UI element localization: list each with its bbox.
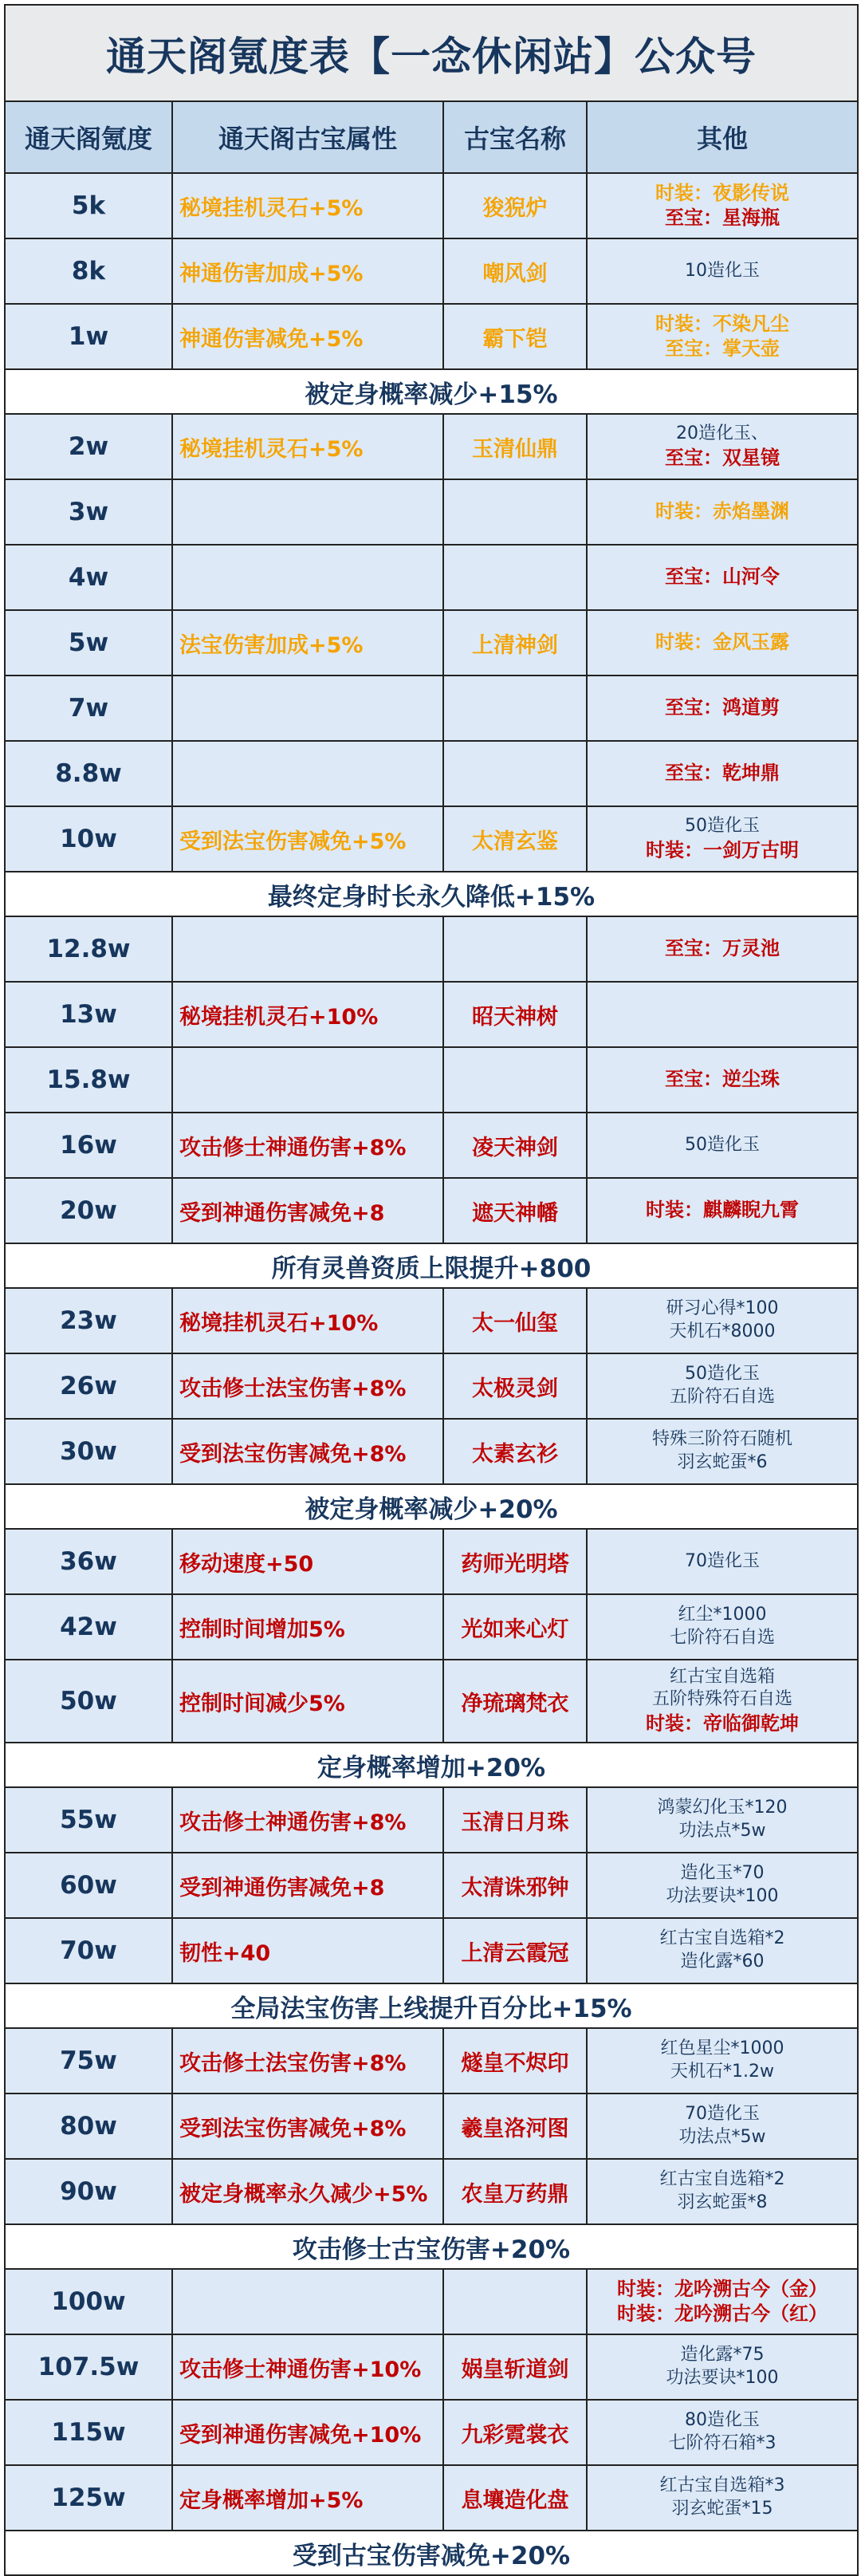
other-line: 80造化玉	[685, 2410, 760, 2431]
attribute-cell	[172, 2269, 443, 2334]
other-line: 70造化玉	[685, 2104, 760, 2125]
table-row	[5, 414, 858, 479]
attribute-cell: 受到法宝伤害减免+8%	[172, 2093, 443, 2159]
treasure-name-cell: 嘲风剑	[443, 238, 587, 304]
table-row	[5, 1594, 858, 1660]
header-other: 其他	[587, 101, 858, 173]
other-line: 功法要诀*100	[666, 2368, 779, 2388]
other-line: 七阶符石自选	[669, 1628, 775, 1648]
other-line: 研习心得*100	[666, 1298, 779, 1319]
other-cell	[587, 1853, 858, 1918]
treasure-name-cell	[443, 2269, 587, 2334]
treasure-name-cell: 玉清仙鼎	[443, 414, 587, 479]
other-cell	[587, 806, 858, 872]
other-line: 时装：一剑万古明	[646, 838, 799, 861]
other-line: 造化露*75	[680, 2345, 765, 2365]
other-line: 至宝：双星镜	[665, 446, 780, 469]
table-row	[5, 1787, 858, 1853]
section-bonus: 所有灵兽资质上限提升+800	[5, 1243, 858, 1288]
other-line: 至宝：星海瓶	[665, 207, 780, 229]
other-line: 天机石*8000	[669, 1321, 776, 1341]
other-line: 时装：夜影传说	[655, 181, 789, 204]
other-line: 红色星尘*1000	[660, 2038, 784, 2059]
other-line: 鸿蒙幻化玉*120	[657, 1798, 788, 1818]
table-row	[5, 1288, 858, 1353]
level-cell: 107.5w	[5, 2334, 172, 2400]
other-line: 10造化玉	[685, 260, 760, 281]
level-cell: 36w	[5, 1529, 172, 1594]
treasure-name-cell	[443, 479, 587, 545]
section-row	[5, 369, 858, 414]
other-line: 时装：龙吟溯古今（金）	[617, 2277, 828, 2300]
level-cell: 20w	[5, 1178, 172, 1243]
section-bonus: 最终定身时长永久降低+15%	[5, 872, 858, 916]
header-attribute: 通天阁古宝属性	[172, 101, 443, 173]
table-row	[5, 1178, 858, 1243]
attribute-cell: 移动速度+50	[172, 1529, 443, 1594]
attribute-cell	[172, 916, 443, 982]
other-line: 天机石*1.2w	[670, 2062, 774, 2082]
treasure-name-cell	[443, 1047, 587, 1113]
treasure-name-cell: 农皇万药鼎	[443, 2159, 587, 2224]
other-line: 50造化玉	[685, 816, 760, 837]
other-line: 羽玄蛇蛋*15	[671, 2499, 773, 2519]
table-row	[5, 1918, 858, 1983]
kedu-table	[4, 4, 859, 2576]
treasure-name-cell: 太清诛邪钟	[443, 1853, 587, 1918]
other-cell	[587, 916, 858, 982]
other-cell	[587, 2334, 858, 2400]
level-cell: 10w	[5, 806, 172, 872]
attribute-cell: 神通伤害加成+5%	[172, 238, 443, 304]
level-cell: 50w	[5, 1660, 172, 1743]
other-cell	[587, 2028, 858, 2093]
level-cell: 1w	[5, 304, 172, 369]
other-cell	[587, 2465, 858, 2531]
other-cell	[587, 1047, 858, 1113]
attribute-cell	[172, 1047, 443, 1113]
treasure-name-cell: 上清神剑	[443, 610, 587, 676]
attribute-cell: 神通伤害减免+5%	[172, 304, 443, 369]
attribute-cell	[172, 479, 443, 545]
other-line: 七阶符石箱*3	[668, 2433, 776, 2453]
treasure-name-cell: 太清玄鉴	[443, 806, 587, 872]
treasure-name-cell: 凌天神剑	[443, 1113, 587, 1178]
table-row	[5, 2269, 858, 2334]
other-cell	[587, 238, 858, 304]
treasure-name-cell: 九彩霓裳衣	[443, 2400, 587, 2465]
level-cell: 7w	[5, 676, 172, 741]
table-row	[5, 676, 858, 741]
attribute-cell: 受到法宝伤害减免+5%	[172, 806, 443, 872]
other-cell	[587, 1288, 858, 1353]
other-cell	[587, 1353, 858, 1419]
treasure-name-cell	[443, 676, 587, 741]
attribute-cell: 韧性+40	[172, 1918, 443, 1983]
treasure-name-cell	[443, 916, 587, 982]
section-bonus: 被定身概率减少+15%	[5, 369, 858, 414]
level-cell: 3w	[5, 479, 172, 545]
treasure-name-cell: 上清云霞冠	[443, 1918, 587, 1983]
section-row	[5, 1743, 858, 1787]
level-cell: 23w	[5, 1288, 172, 1353]
attribute-cell: 受到神通伤害减免+8	[172, 1178, 443, 1243]
other-line: 羽玄蛇蛋*8	[677, 2192, 768, 2212]
other-line: 羽玄蛇蛋*6	[677, 1452, 768, 1472]
table-row	[5, 2159, 858, 2224]
treasure-name-cell: 太一仙玺	[443, 1288, 587, 1353]
level-cell: 12.8w	[5, 916, 172, 982]
treasure-name-cell: 净琉璃梵衣	[443, 1660, 587, 1743]
table-row	[5, 2400, 858, 2465]
table-row	[5, 479, 858, 545]
attribute-cell: 控制时间减少5%	[172, 1660, 443, 1743]
table-row	[5, 173, 858, 238]
other-line: 红古宝自选箱*3	[659, 2476, 785, 2496]
section-row	[5, 872, 858, 916]
spreadsheet	[4, 4, 857, 2576]
attribute-cell: 控制时间增加5%	[172, 1594, 443, 1660]
table-row	[5, 545, 858, 610]
attribute-cell	[172, 741, 443, 806]
other-line: 时装：龙吟溯古今（红）	[617, 2302, 828, 2325]
section-row	[5, 1983, 858, 2028]
level-cell: 42w	[5, 1594, 172, 1660]
other-line: 时装：麒麟睨九霄	[646, 1199, 799, 1222]
treasure-name-cell: 霸下铠	[443, 304, 587, 369]
other-cell	[587, 610, 858, 676]
table-row	[5, 2028, 858, 2093]
attribute-cell: 秘境挂机灵石+5%	[172, 173, 443, 238]
other-line: 70造化玉	[685, 1550, 760, 1571]
level-cell: 80w	[5, 2093, 172, 2159]
other-cell	[587, 173, 858, 238]
level-cell: 15.8w	[5, 1047, 172, 1113]
other-line: 特殊三阶符石随机	[651, 1429, 792, 1450]
attribute-cell: 秘境挂机灵石+10%	[172, 982, 443, 1047]
treasure-name-cell: 昭天神树	[443, 982, 587, 1047]
other-line: 造化玉*70	[680, 1863, 765, 1884]
level-cell: 115w	[5, 2400, 172, 2465]
treasure-name-cell: 太素玄衫	[443, 1419, 587, 1484]
other-cell	[587, 1594, 858, 1660]
attribute-cell: 受到神通伤害减免+8	[172, 1853, 443, 1918]
other-cell	[587, 2159, 858, 2224]
attribute-cell: 受到神通伤害减免+10%	[172, 2400, 443, 2465]
other-line: 红古宝自选箱*2	[659, 1928, 785, 1949]
attribute-cell: 攻击修士神通伤害+8%	[172, 1787, 443, 1853]
attribute-cell	[172, 545, 443, 610]
level-cell: 13w	[5, 982, 172, 1047]
other-cell	[587, 1787, 858, 1853]
table-row	[5, 2334, 858, 2400]
other-line: 红尘*1000	[678, 1605, 767, 1625]
table-row	[5, 304, 858, 369]
treasure-name-cell	[443, 545, 587, 610]
section-bonus: 全局法宝伤害上线提升百分比+15%	[5, 1983, 858, 2028]
section-row	[5, 2224, 858, 2269]
table-row	[5, 982, 858, 1047]
other-cell	[587, 414, 858, 479]
other-line: 五阶特殊符石自选	[651, 1689, 792, 1710]
table-row	[5, 741, 858, 806]
other-cell	[587, 1918, 858, 1983]
section-bonus: 定身概率增加+20%	[5, 1743, 858, 1787]
treasure-name-cell: 娲皇斩道剑	[443, 2334, 587, 2400]
attribute-cell: 受到法宝伤害减免+8%	[172, 1419, 443, 1484]
level-cell: 26w	[5, 1353, 172, 1419]
section-row	[5, 1243, 858, 1288]
other-line: 至宝：鸿道剪	[665, 696, 780, 719]
other-cell	[587, 2093, 858, 2159]
level-cell: 8.8w	[5, 741, 172, 806]
treasure-name-cell: 光如来心灯	[443, 1594, 587, 1660]
section-bonus: 受到古宝伤害减免+20%	[5, 2531, 858, 2575]
level-cell: 100w	[5, 2269, 172, 2334]
header-treasure-name: 古宝名称	[443, 101, 587, 173]
other-line: 功法要诀*100	[666, 1886, 779, 1906]
other-cell	[587, 304, 858, 369]
other-line: 功法点*5w	[678, 2127, 766, 2147]
other-line: 20造化玉、	[676, 423, 769, 444]
header-row	[5, 101, 858, 173]
level-cell: 75w	[5, 2028, 172, 2093]
table-row	[5, 1660, 858, 1743]
table-row	[5, 1113, 858, 1178]
other-cell	[587, 676, 858, 741]
treasure-name-cell: 狻猊炉	[443, 173, 587, 238]
attribute-cell: 攻击修士神通伤害+10%	[172, 2334, 443, 2400]
table-row	[5, 238, 858, 304]
attribute-cell: 法宝伤害加成+5%	[172, 610, 443, 676]
section-row	[5, 1484, 858, 1529]
other-line: 时装：不染凡尘	[655, 312, 789, 335]
table-row	[5, 1419, 858, 1484]
other-cell	[587, 982, 858, 1047]
attribute-cell: 秘境挂机灵石+10%	[172, 1288, 443, 1353]
level-cell: 2w	[5, 414, 172, 479]
level-cell: 30w	[5, 1419, 172, 1484]
other-line: 50造化玉	[685, 1134, 760, 1155]
other-line: 红古宝自选箱	[669, 1666, 775, 1687]
other-cell	[587, 479, 858, 545]
table-row	[5, 806, 858, 872]
other-cell	[587, 545, 858, 610]
page-title: 通天阁氪度表【一念休闲站】公众号	[5, 5, 858, 101]
attribute-cell: 攻击修士神通伤害+8%	[172, 1113, 443, 1178]
other-line: 至宝：掌天壶	[665, 337, 780, 360]
other-line: 50造化玉	[685, 1364, 760, 1385]
level-cell: 60w	[5, 1853, 172, 1918]
level-cell: 16w	[5, 1113, 172, 1178]
other-line: 功法点*5w	[678, 1821, 766, 1841]
other-line: 时装：帝临御乾坤	[646, 1712, 799, 1735]
table-row	[5, 916, 858, 982]
attribute-cell	[172, 676, 443, 741]
treasure-name-cell: 玉清日月珠	[443, 1787, 587, 1853]
treasure-name-cell: 羲皇洛河图	[443, 2093, 587, 2159]
table-row	[5, 1853, 858, 1918]
treasure-name-cell: 太极灵剑	[443, 1353, 587, 1419]
other-line: 至宝：逆尘珠	[665, 1068, 780, 1091]
other-cell	[587, 1178, 858, 1243]
header-level: 通天阁氪度	[5, 101, 172, 173]
treasure-name-cell: 遮天神幡	[443, 1178, 587, 1243]
other-line: 五阶符石自选	[669, 1387, 775, 1407]
table-row	[5, 1529, 858, 1594]
attribute-cell: 秘境挂机灵石+5%	[172, 414, 443, 479]
treasure-name-cell: 息壤造化盘	[443, 2465, 587, 2531]
section-row	[5, 2531, 858, 2575]
other-line: 时装：赤焰墨渊	[655, 500, 789, 523]
table-row	[5, 1353, 858, 1419]
table-row	[5, 610, 858, 676]
other-cell	[587, 1113, 858, 1178]
table-row	[5, 2093, 858, 2159]
level-cell: 5w	[5, 610, 172, 676]
other-cell	[587, 1419, 858, 1484]
table-row	[5, 2465, 858, 2531]
treasure-name-cell: 药师光明塔	[443, 1529, 587, 1594]
level-cell: 55w	[5, 1787, 172, 1853]
other-cell	[587, 1529, 858, 1594]
treasure-name-cell: 燧皇不烬印	[443, 2028, 587, 2093]
level-cell: 125w	[5, 2465, 172, 2531]
other-cell	[587, 2269, 858, 2334]
other-line: 造化露*60	[680, 1952, 765, 1971]
level-cell: 4w	[5, 545, 172, 610]
title-row	[5, 5, 858, 101]
level-cell: 90w	[5, 2159, 172, 2224]
level-cell: 5k	[5, 173, 172, 238]
other-cell	[587, 1660, 858, 1743]
attribute-cell: 攻击修士法宝伤害+8%	[172, 1353, 443, 1419]
other-line: 至宝：乾坤鼎	[665, 762, 780, 785]
other-line: 时装：金风玉露	[655, 631, 789, 654]
other-cell	[587, 2400, 858, 2465]
level-cell: 8k	[5, 238, 172, 304]
table-row	[5, 1047, 858, 1113]
treasure-name-cell	[443, 741, 587, 806]
attribute-cell: 定身概率增加+5%	[172, 2465, 443, 2531]
section-bonus: 攻击修士古宝伤害+20%	[5, 2224, 858, 2269]
level-cell: 70w	[5, 1918, 172, 1983]
attribute-cell: 被定身概率永久减少+5%	[172, 2159, 443, 2224]
section-bonus: 被定身概率减少+20%	[5, 1484, 858, 1529]
other-line: 红古宝自选箱*2	[659, 2169, 785, 2190]
other-line: 至宝：万灵池	[665, 937, 780, 960]
attribute-cell: 攻击修士法宝伤害+8%	[172, 2028, 443, 2093]
other-line: 至宝：山河令	[665, 565, 780, 589]
other-cell	[587, 741, 858, 806]
